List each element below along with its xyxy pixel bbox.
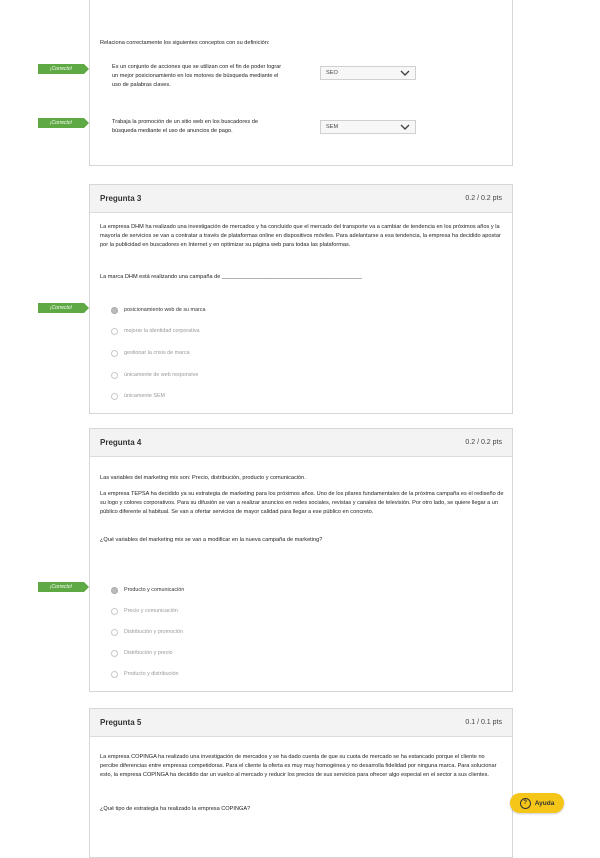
radio — [111, 671, 118, 678]
match-item-1-value: SEO — [326, 70, 338, 76]
question-circle-icon: ? — [520, 798, 531, 809]
match-item-2-select[interactable] — [320, 120, 416, 134]
question-2-card — [89, 0, 513, 166]
question-4-paragraph-1: Las variables del marketing mix son: Precio, distribución, producto y comunicación. — [100, 475, 306, 481]
answer-option[interactable] — [111, 305, 206, 315]
chevron-down-icon — [400, 123, 410, 131]
question-5-body: La empresa COPINGA ha realizado una investigación de mercados y se ha dado cuenta de que su cuota de mercado se ha estancado porque el cliente no percibe diferencias entre empresas competidoras. Para el cliente la oferta es muy muy homogénea y no desarrolla fidelidad por ninguna marca. Para solucionar esto, la empresa COPINGA ha decidido dar un vuelco al mercado y reducir los precios de sus servicios para ofrecer algo especial en el sector a sus clientes. — [100, 754, 497, 779]
match-item-1-text: Es un conjunto de acciones que se utilizan con el fin de poder lograr un mejor posicionamiento en los motores de búsqueda mediante el uso de palabras claves. — [112, 64, 282, 89]
help-button[interactable] — [510, 793, 564, 813]
question-4-header — [90, 429, 512, 457]
question-4-title: Pregunta 4 — [100, 438, 142, 447]
question-3-title: Pregunta 3 — [100, 194, 142, 203]
question-5-points: 0.1 / 0.1 pts — [465, 719, 502, 726]
answer-option[interactable] — [111, 606, 178, 616]
radio — [111, 328, 118, 335]
option-label: posicionamiento web de su marca — [124, 307, 206, 313]
radio-selected — [111, 307, 118, 314]
question-3-points: 0.2 / 0.2 pts — [465, 195, 502, 202]
radio — [111, 372, 118, 379]
radio — [111, 650, 118, 657]
answer-option[interactable] — [111, 669, 179, 679]
answer-option[interactable] — [111, 391, 165, 401]
question-5-prompt: ¿Qué tipo de estrategia ha realizado la empresa COPINGA? — [100, 806, 251, 812]
question-3-body: La empresa DHM ha realizado una investigación de mercados y ha concluido que el mercado del transporte va a cambiar de tendencia en los próximos años y la mayoría de servicios se van a contratar a través de plataformas online en dispositivos móviles. Para adelantarse a esa tendencia, la empresa ha decidido apostar por la publicidad en buscadores en Internet y en optimizar su página web para todas las plataformas. — [100, 224, 501, 249]
option-label: únicamente SEM — [124, 393, 166, 399]
question-5-header — [90, 709, 512, 737]
question-3-prompt: La marca DHM está realizando una campaña de _____________________________________________ — [100, 274, 362, 280]
option-label: Producto y comunicación — [124, 587, 185, 593]
match-item-2-value: SEM — [326, 124, 339, 130]
radio — [111, 350, 118, 357]
chevron-down-icon — [400, 69, 410, 77]
question-5-title: Pregunta 5 — [100, 718, 142, 727]
question-4-points: 0.2 / 0.2 pts — [465, 439, 502, 446]
question-4-prompt: ¿Qué variables del marketing mix se van a modificar en la nueva campaña de marketing? — [100, 537, 323, 543]
correct-badge: ¡Correcto! — [38, 303, 84, 313]
question-2-intro: Relaciona correctamente los siguientes conceptos con su definición: — [100, 40, 270, 46]
question-5-card — [89, 708, 513, 858]
answer-option[interactable] — [111, 370, 198, 380]
match-item-1-select[interactable] — [320, 66, 416, 80]
option-label: únicamente de web responsive — [124, 372, 199, 378]
answer-option[interactable] — [111, 648, 173, 658]
option-label: gestionar la crisis de marca — [124, 350, 190, 356]
option-label: Precio y comunicación — [124, 608, 178, 614]
answer-option[interactable] — [111, 326, 200, 336]
question-4-paragraph-2: La empresa TEPSA ha decidido ya su estrategia de marketing para los próximos años. Uno de los pilares fundamentales de la próxima campaña es el rediseño de su logo y colores corporativos. Para su difusión se van a realizar anuncios en redes sociales, revistas y canales de televisión. Por otro lado, se quiere llegar a un público diferente al habitual. Se van a ofertar servicios de mayor calidad para llegar a ese público en concreto. — [100, 491, 504, 516]
option-label: Distribución y promoción — [124, 629, 184, 635]
answer-option[interactable] — [111, 348, 190, 358]
radio-selected — [111, 587, 118, 594]
answer-option[interactable] — [111, 627, 183, 637]
option-label: Distribución y precio — [124, 650, 173, 656]
correct-badge: ¡Correcto! — [38, 118, 84, 128]
radio — [111, 629, 118, 636]
answer-option[interactable] — [111, 585, 184, 595]
radio — [111, 608, 118, 615]
question-3-header — [90, 185, 512, 213]
radio — [111, 393, 118, 400]
correct-badge: ¡Correcto! — [38, 582, 84, 592]
option-label: Producto y distribución — [124, 671, 179, 677]
match-item-2-text: Trabaja la promoción de un sitio web en los buscadores de búsqueda mediante el uso de anuncios de pago. — [112, 119, 258, 135]
help-label: Ayuda — [534, 799, 555, 807]
correct-badge: ¡Correcto! — [38, 64, 84, 74]
option-label: mejorar la identidad corporativa — [124, 328, 200, 334]
